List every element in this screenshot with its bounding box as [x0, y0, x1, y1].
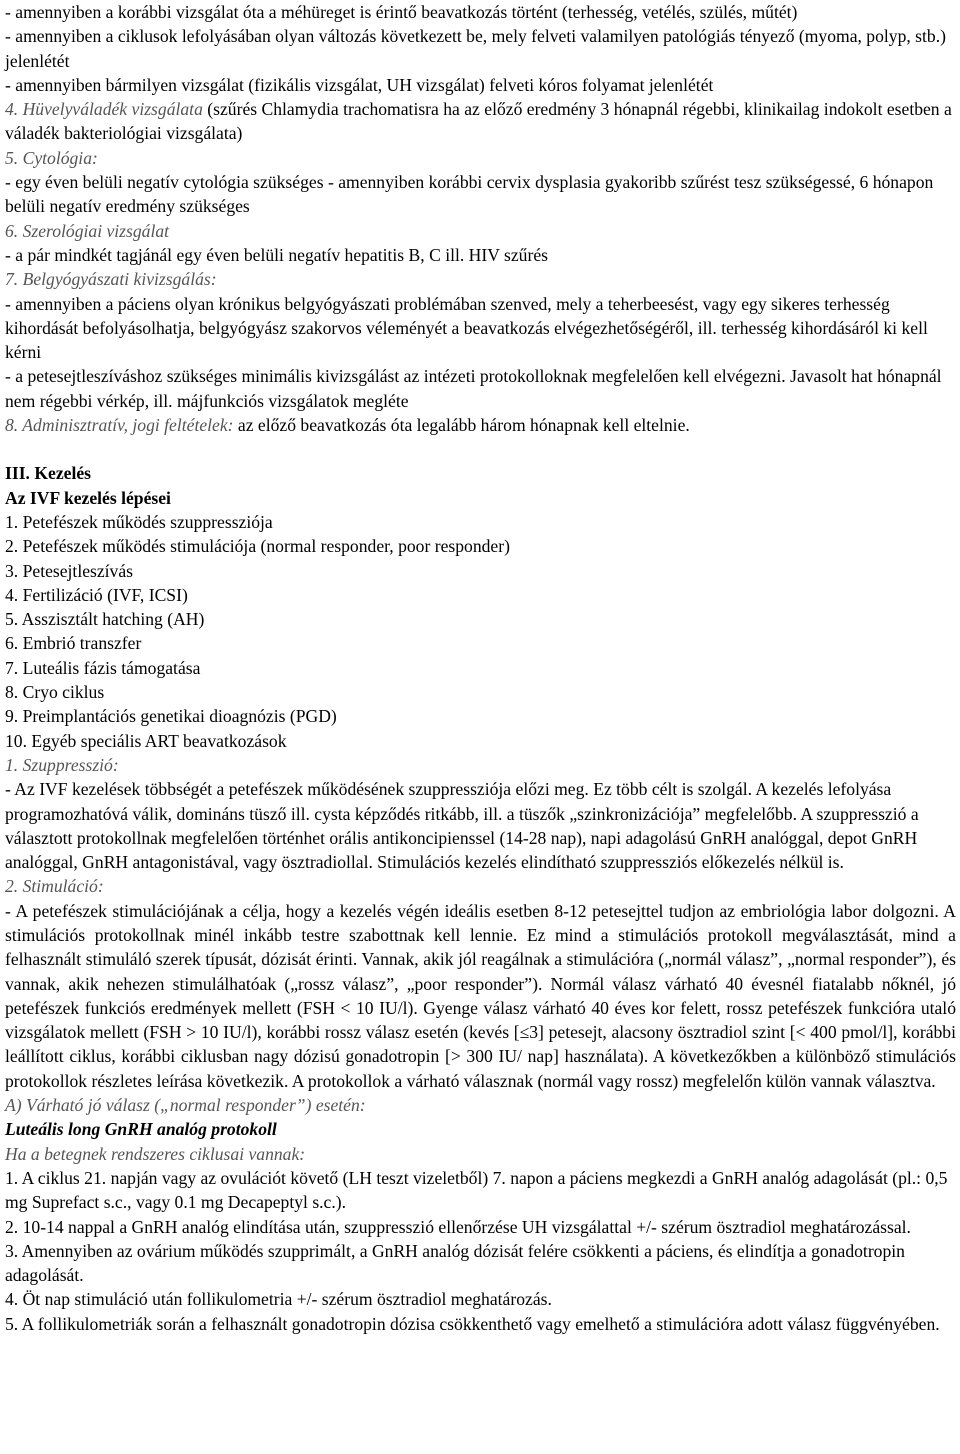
spacer [5, 437, 956, 461]
list-item: 5. A follikulometriák során a felhasznált gonadotropin dózisa csökkenthető vagy emelhető a stimulációra adott válasz függvényében. [5, 1313, 940, 1334]
section-subheading: A) Várható jó válasz („normal responder”) esetén: [5, 1095, 366, 1116]
list-item: - amennyiben a korábbi vizsgálat óta a méhüreget is érintő beavatkozás történt (terhesség, vetélés, szülés, műtét) [5, 2, 798, 22]
condition-heading: Ha a betegnek rendszeres ciklusai vannak: [5, 1143, 306, 1164]
list-item: 1. A ciklus 21. napján vagy az ovulációt követő (LH teszt vizeletből) 7. napon a páciens megkezdi a GnRH analóg adagolását (pl.: 0,5 mg Suprefact s.c., vagy 0.1 mg Decapeptyl s.c.). [5, 1167, 948, 1213]
list-item: - amennyiben bármilyen vizsgálat (fizikális vizsgálat, UH vizsgálat) felveti kóros folyamat jelenlétét [5, 74, 714, 95]
section-subtitle: Az IVF kezelés lépései [5, 487, 171, 508]
list-item: 8. Cryo ciklus [5, 682, 105, 703]
protocol-title: Luteális long GnRH analóg protokoll [5, 1119, 277, 1140]
list-item: 7. Luteális fázis támogatása [5, 657, 201, 678]
section-heading: 6. Szerológiai vizsgálat [5, 220, 170, 241]
list-item: - amennyiben a ciklusok lefolyásában olyan változás következett be, mely felveti valamilyen patológiás tényező (myoma, polyp, stb.) jelenlétét [5, 26, 946, 71]
list-item: 3. Amennyiben az ovárium működés szupprimált, a GnRH analóg dózisát felére csökkenti a páciens, és elindítja a gonadotropin adagolását. [5, 1240, 905, 1286]
section-heading: 1. Szuppresszió: [5, 754, 119, 775]
section-heading: 2. Stimuláció: [5, 876, 104, 897]
paragraph-text: - Az IVF kezelések többségét a petefészek működésének szuppressziója előzi meg. Ez több célt is szolgál. A kezelés lefolyása programozhatóvá válik, domináns tüsző ill. cysta képződés ritkább, ill. a tüszők „szinkronizációja” megfelelőbb. A szuppresszió a választott protokollnak megfelelően történhet orális antikoncipienssel (14-28 nap), napi adagolású GnRH analóggal, depot GnRH analóggal, GnRH antagonistával, vagy ösztradiollal. Stimulációs kezelés elindítható szuppressziós előkezelés nélkül is. [5, 779, 919, 873]
section-heading: 7. Belgyógyászati kivizsgálás: [5, 269, 217, 290]
section-heading: 8. Adminisztratív, jogi feltételek: [5, 415, 234, 436]
section-heading: 5. Cytológia: [5, 147, 98, 168]
paragraph-vaginal-discharge [5, 97, 956, 146]
section-heading: 4. Hüvelyváladék vizsgálata [5, 99, 203, 120]
paragraph-text: - a petesejtleszíváshoz szükséges minimális kivizsgálást az intézeti protokolloknak megfelelően kell elvégezni. Javasolt hat hónapnál nem régebbi vérkép, ill. májfunkciós vizsgálatok megléte [5, 366, 942, 411]
list-item: 1. Petefészek működés szuppressziója [5, 511, 273, 532]
list-item: 4. Fertilizáció (IVF, ICSI) [5, 584, 188, 605]
list-item: 3. Petesejtleszívás [5, 560, 134, 581]
paragraph-text: - egy éven belüli negatív cytológia szükséges - amennyiben korábbi cervix dysplasia gyakoribb szűrést tesz szükségessé, 6 hónapon belüli negatív eredmény szükséges [5, 172, 934, 217]
paragraph-text: - A petefészek stimulációjának a célja, hogy a kezelés végén ideális esetben 8-12 petesejttel tudjon az embriológia labor dolgozni. A stimulációs protokollnak minél inkább testre szabottnak kell lennie. Ez mind a stimulációs protokoll megválasztását, mind a felhasznált stimuláló szerek típusát, dózisát érinti. Vannak, akik jól reagálnak a stimulációra („normál válasz”, „normal responder”), és vannak, akik nehezen stimulálhatóak („rossz válasz”, „poor responder”). Normál válasz várható 40 évesnél fiatalabb nőknél, jó petefészek funkciós eredmények mellett (FSH < 10 IU/l). Gyenge válasz várható 40 éves kor felett, rossz petefészek funkcióra utaló vizsgálatok mellett (FSH > 10 IU/l), korábbi rossz válasz esetén (kevés [≤3] petesejt, alacsony ösztradiol szint [< 400 pmol/l], korábbi leállított ciklus, korábbi ciklusban nagy dózisú gonadotropin [> 300 IU/ nap] használata). A következőkben a különböző stimulációs protokollok részletes leírása következik. A protokollok a várható válasznak (normál vagy rossz) megfelelőn külön vannak választva. [5, 900, 956, 1091]
list-item: 2. 10-14 nappal a GnRH analóg elindítása után, szuppresszió ellenőrzése UH vizsgálattal +/- szérum ösztradiol meghatározással. [5, 1216, 911, 1237]
list-item: 4. Öt nap stimuláció után follikulometria +/- szérum ösztradiol meghatározás. [5, 1289, 552, 1310]
paragraph-administrative [5, 413, 956, 437]
paragraph-text: (szűrés Chlamydia trachomatisra ha az előző eredmény 3 hónapnál régebbi, klinikailag indokolt esetben a váladék bakteriológiai vizsgálata) [5, 99, 952, 144]
paragraph-text: - a pár mindkét tagjánál egy éven belüli negatív hepatitis B, C ill. HIV szűrés [5, 244, 548, 265]
list-item: 5. Asszisztált hatching (AH) [5, 609, 205, 630]
list-item: 9. Preimplantációs genetikai dioagnózis (PGD) [5, 706, 337, 727]
list-item: 10. Egyéb speciális ART beavatkozások [5, 730, 287, 751]
list-item: 6. Embrió transzfer [5, 633, 142, 654]
paragraph-text: az előző beavatkozás óta legalább három hónapnak kell eltelnie. [233, 415, 690, 436]
paragraph-text: - amennyiben a páciens olyan krónikus belgyógyászati problémában szenved, mely a teherbeesést, vagy egy sikeres terhesség kihordását befolyásolhatja, belgyógyász szakorvos véleményét a beavatkozás elvégezhetőségéről, ill. terhesség kihordásáról ki kell kérni [5, 293, 928, 363]
section-title: III. Kezelés [5, 463, 91, 484]
list-item: 2. Petefészek működés stimulációja (normal responder, poor responder) [5, 536, 510, 557]
